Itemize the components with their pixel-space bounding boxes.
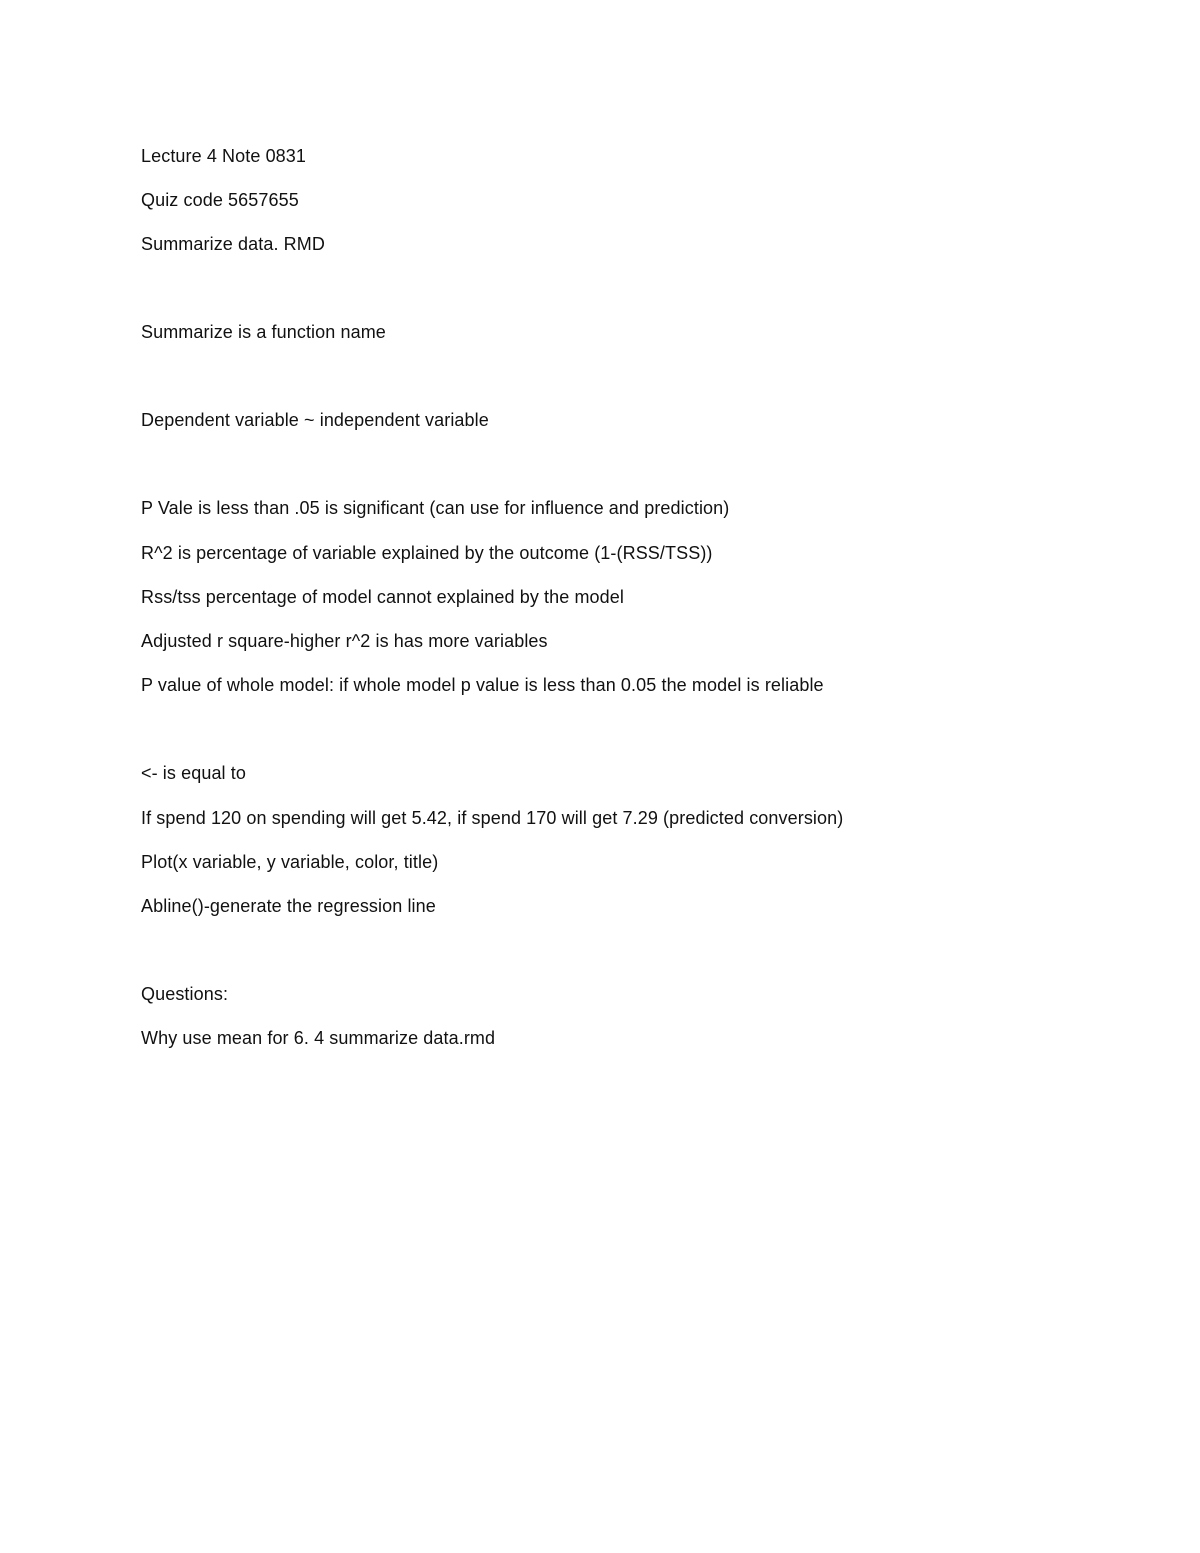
r-squared-line: R^2 is percentage of variable explained by the outcome (1-(RSS/TSS)) <box>141 543 713 563</box>
question-line: Why use mean for 6. 4 summarize data.rmd <box>141 1028 496 1048</box>
rss-tss-line: Rss/tss percentage of model cannot explained by the model <box>141 587 624 607</box>
adjusted-r-line: Adjusted r square-higher r^2 is has more variables <box>141 631 548 651</box>
p-value-line: P Vale is less than .05 is significant (can use for influence and prediction) <box>141 498 730 518</box>
function-name-line: Summarize is a function name <box>141 322 386 342</box>
model-p-value-line: P value of whole model: if whole model p value is less than 0.05 the model is reliable <box>141 675 824 695</box>
assignment-line: <- is equal to <box>141 763 246 783</box>
summarize-file-line: Summarize data. RMD <box>141 234 325 254</box>
formula-line: Dependent variable ~ independent variable <box>141 410 489 430</box>
prediction-line: If spend 120 on spending will get 5.42, if spend 170 will get 7.29 (predicted conversion) <box>141 808 844 828</box>
abline-line: Abline()-generate the regression line <box>141 896 436 916</box>
plot-line: Plot(x variable, y variable, color, title) <box>141 852 439 872</box>
note-title: Lecture 4 Note 0831 <box>141 146 307 166</box>
quiz-code-line: Quiz code 5657655 <box>141 190 299 210</box>
questions-heading: Questions: <box>141 984 229 1004</box>
